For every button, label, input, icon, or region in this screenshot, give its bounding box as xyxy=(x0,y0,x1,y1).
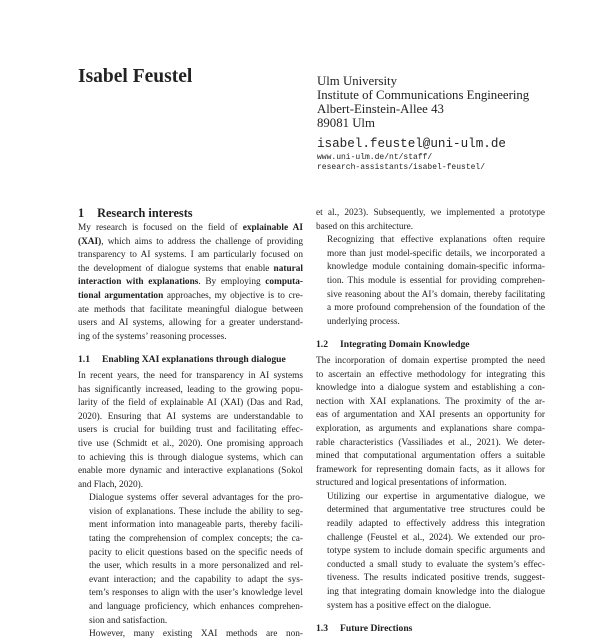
text-line: eas of argumentation and XAI presents an opportunity for xyxy=(316,410,545,421)
subsection-title: Integrating Domain Knowledge xyxy=(340,339,470,351)
text-line: tional argumentation approaches, my objective is to cre- xyxy=(78,290,303,301)
text-line: users and AI systems, allowing for a greater understand- xyxy=(78,318,303,329)
subsection-heading xyxy=(316,622,545,636)
email-link[interactable]: isabel.feustel@uni-ulm.de xyxy=(317,137,506,151)
text-line: larity of the field of explainable AI (XAI) (Das and Rad, xyxy=(78,398,303,409)
subsection-title: Enabling XAI explanations through dialogue xyxy=(102,354,286,366)
text-line: ing that integrating domain knowledge into the dialogue xyxy=(327,587,545,598)
paragraph xyxy=(78,628,303,642)
text-line: nection with XAI explanations. The proximity of the ar- xyxy=(316,396,545,407)
affiliation-city: 89081 Ulm xyxy=(317,116,375,130)
text-line: Dialogue systems offer several advantages for the pro- xyxy=(89,493,303,504)
subsection-heading xyxy=(78,353,303,367)
affiliation-institute: Institute of Communications Engineering xyxy=(317,88,530,102)
text-line: readily adapted to effectively address this integration xyxy=(327,519,545,530)
text-line: vision of explanations. These include the ability to seg- xyxy=(89,506,303,517)
text-line: However, many existing XAI methods are non- xyxy=(89,629,303,640)
text-line: more than just model-specific details, we incorporated a xyxy=(327,248,545,259)
text-line: Recognizing that effective explanations often require xyxy=(327,235,545,246)
text-line: has significantly increased, leading to the growing popu- xyxy=(78,384,303,395)
homepage-link-line2[interactable]: research-assistants/isabel-feustel/ xyxy=(317,163,486,172)
text-line: and language proficiency, which enhances comprehen- xyxy=(89,602,303,613)
text-line: to ascertain an effective methodology for integrating this xyxy=(316,369,545,380)
text-line: enable more dynamic and interactive explanations (Sokol xyxy=(78,466,303,477)
section-heading xyxy=(78,206,193,221)
subsection-number: 1.3 xyxy=(316,623,328,635)
text-line: the user, which results in a more personalized and rel- xyxy=(89,561,303,572)
text-line: system has a positive effect on the dialogue. xyxy=(327,600,492,611)
text-line: ate methods that facilitate meaningful dialogue between xyxy=(78,304,303,315)
text-line: to achieving this is through dialogue systems, which can xyxy=(78,452,303,463)
subsection-heading xyxy=(316,338,545,352)
text-line: 2020). Ensuring that AI systems are understandable to xyxy=(78,411,303,422)
text-line: underlying process. xyxy=(327,316,400,327)
paragraph xyxy=(316,355,545,491)
text-line: ment information into manageable parts, thereby facili- xyxy=(89,520,303,531)
paragraph xyxy=(78,370,303,492)
paragraph xyxy=(316,491,545,613)
text-line: tive use (Schmidt et al., 2020). One promising approach xyxy=(78,438,303,449)
text-line: mined that computational argumentation offers a suitable xyxy=(316,451,545,462)
text-line: In recent years, the need for transparency in AI systems xyxy=(78,370,303,381)
text-line: My research is focused on the field of explainable AI xyxy=(78,223,303,233)
author-name: Isabel Feustel xyxy=(78,66,193,87)
text-line: sive reasoning about the AI’s domain, thereby facilitating xyxy=(327,289,545,300)
text-line: totype system to include domain specific arguments and xyxy=(327,546,545,557)
paragraph xyxy=(316,207,545,234)
text-line: sion and satisfaction. xyxy=(89,615,168,626)
text-line: evant interaction; and the capability to adapt the sys- xyxy=(89,574,303,585)
text-line: the development of dialogue systems that enable natural xyxy=(78,263,303,274)
text-line: structured and logical presentations of information. xyxy=(316,478,507,489)
subsection-title: Future Directions xyxy=(340,623,413,635)
text-line: rable characteristics (Vassiliades et al., 2021). We deter- xyxy=(316,437,545,448)
affiliation-university: Ulm University xyxy=(317,74,397,88)
text-line: tiveness. The results indicated positive trends, suggest- xyxy=(327,573,545,584)
text-line: challenge (Feustel et al., 2024). We extended our pro- xyxy=(327,532,545,543)
text-line: and Flach, 2020). xyxy=(78,479,144,490)
paragraph-intro xyxy=(78,222,303,344)
text-line: framework for representing domain facts, as it allows for xyxy=(316,464,545,475)
text-line: exploration, as arguments and explanations share compa- xyxy=(316,423,545,434)
text-line: tating the comprehension of complex concepts; the ca- xyxy=(89,534,303,545)
subsection-number: 1.1 xyxy=(78,354,90,366)
homepage-link-line1[interactable]: www.uni-ulm.de/nt/staff/ xyxy=(317,153,433,162)
text-line: users is crucial for building trust and facilitating effec- xyxy=(78,425,303,436)
text-line: conducted a small study to evaluate the system’s effec- xyxy=(327,559,545,570)
text-line: based on this architecture. xyxy=(316,221,414,232)
text-line: knowledge module containing domain-specific informa- xyxy=(327,262,545,273)
text-line: transparency to AI systems. I am particularly focused on xyxy=(78,250,303,261)
left-column xyxy=(78,222,303,642)
section-title: Research interests xyxy=(97,206,193,220)
subsection-number: 1.2 xyxy=(316,339,328,351)
text-line: a more profound comprehension of the foundation of the xyxy=(327,303,545,314)
text-line: tem’s responses to align with the user’s knowledge level xyxy=(89,588,303,599)
paragraph xyxy=(78,492,303,628)
section-number: 1 xyxy=(78,206,85,220)
text-line: pacity to elicit questions based on the specific needs of xyxy=(89,547,303,558)
text-line: tion. This module is essential for providing comprehen- xyxy=(327,275,545,286)
text-line: knowledge into a dialogue system and establishing a con- xyxy=(316,383,545,394)
text-line: (XAI), which aims to address the challenge of providing xyxy=(78,236,303,247)
text-line: Utilizing our expertise in argumentative dialogue, we xyxy=(327,491,545,502)
text-line: The incorporation of domain expertise prompted the need xyxy=(316,355,545,366)
affiliation-street: Albert-Einstein-Allee 43 xyxy=(317,102,444,116)
text-line: determined that argumentative tree structures could be xyxy=(327,505,545,516)
text-line: interaction with explanations. By employing computa- xyxy=(78,277,303,288)
paragraph xyxy=(316,234,545,329)
text-line: ing of the systems’ reasoning processes. xyxy=(78,331,227,342)
right-column xyxy=(316,207,545,636)
text-line: et al., 2023). Subsequently, we implemented a prototype xyxy=(316,208,545,218)
